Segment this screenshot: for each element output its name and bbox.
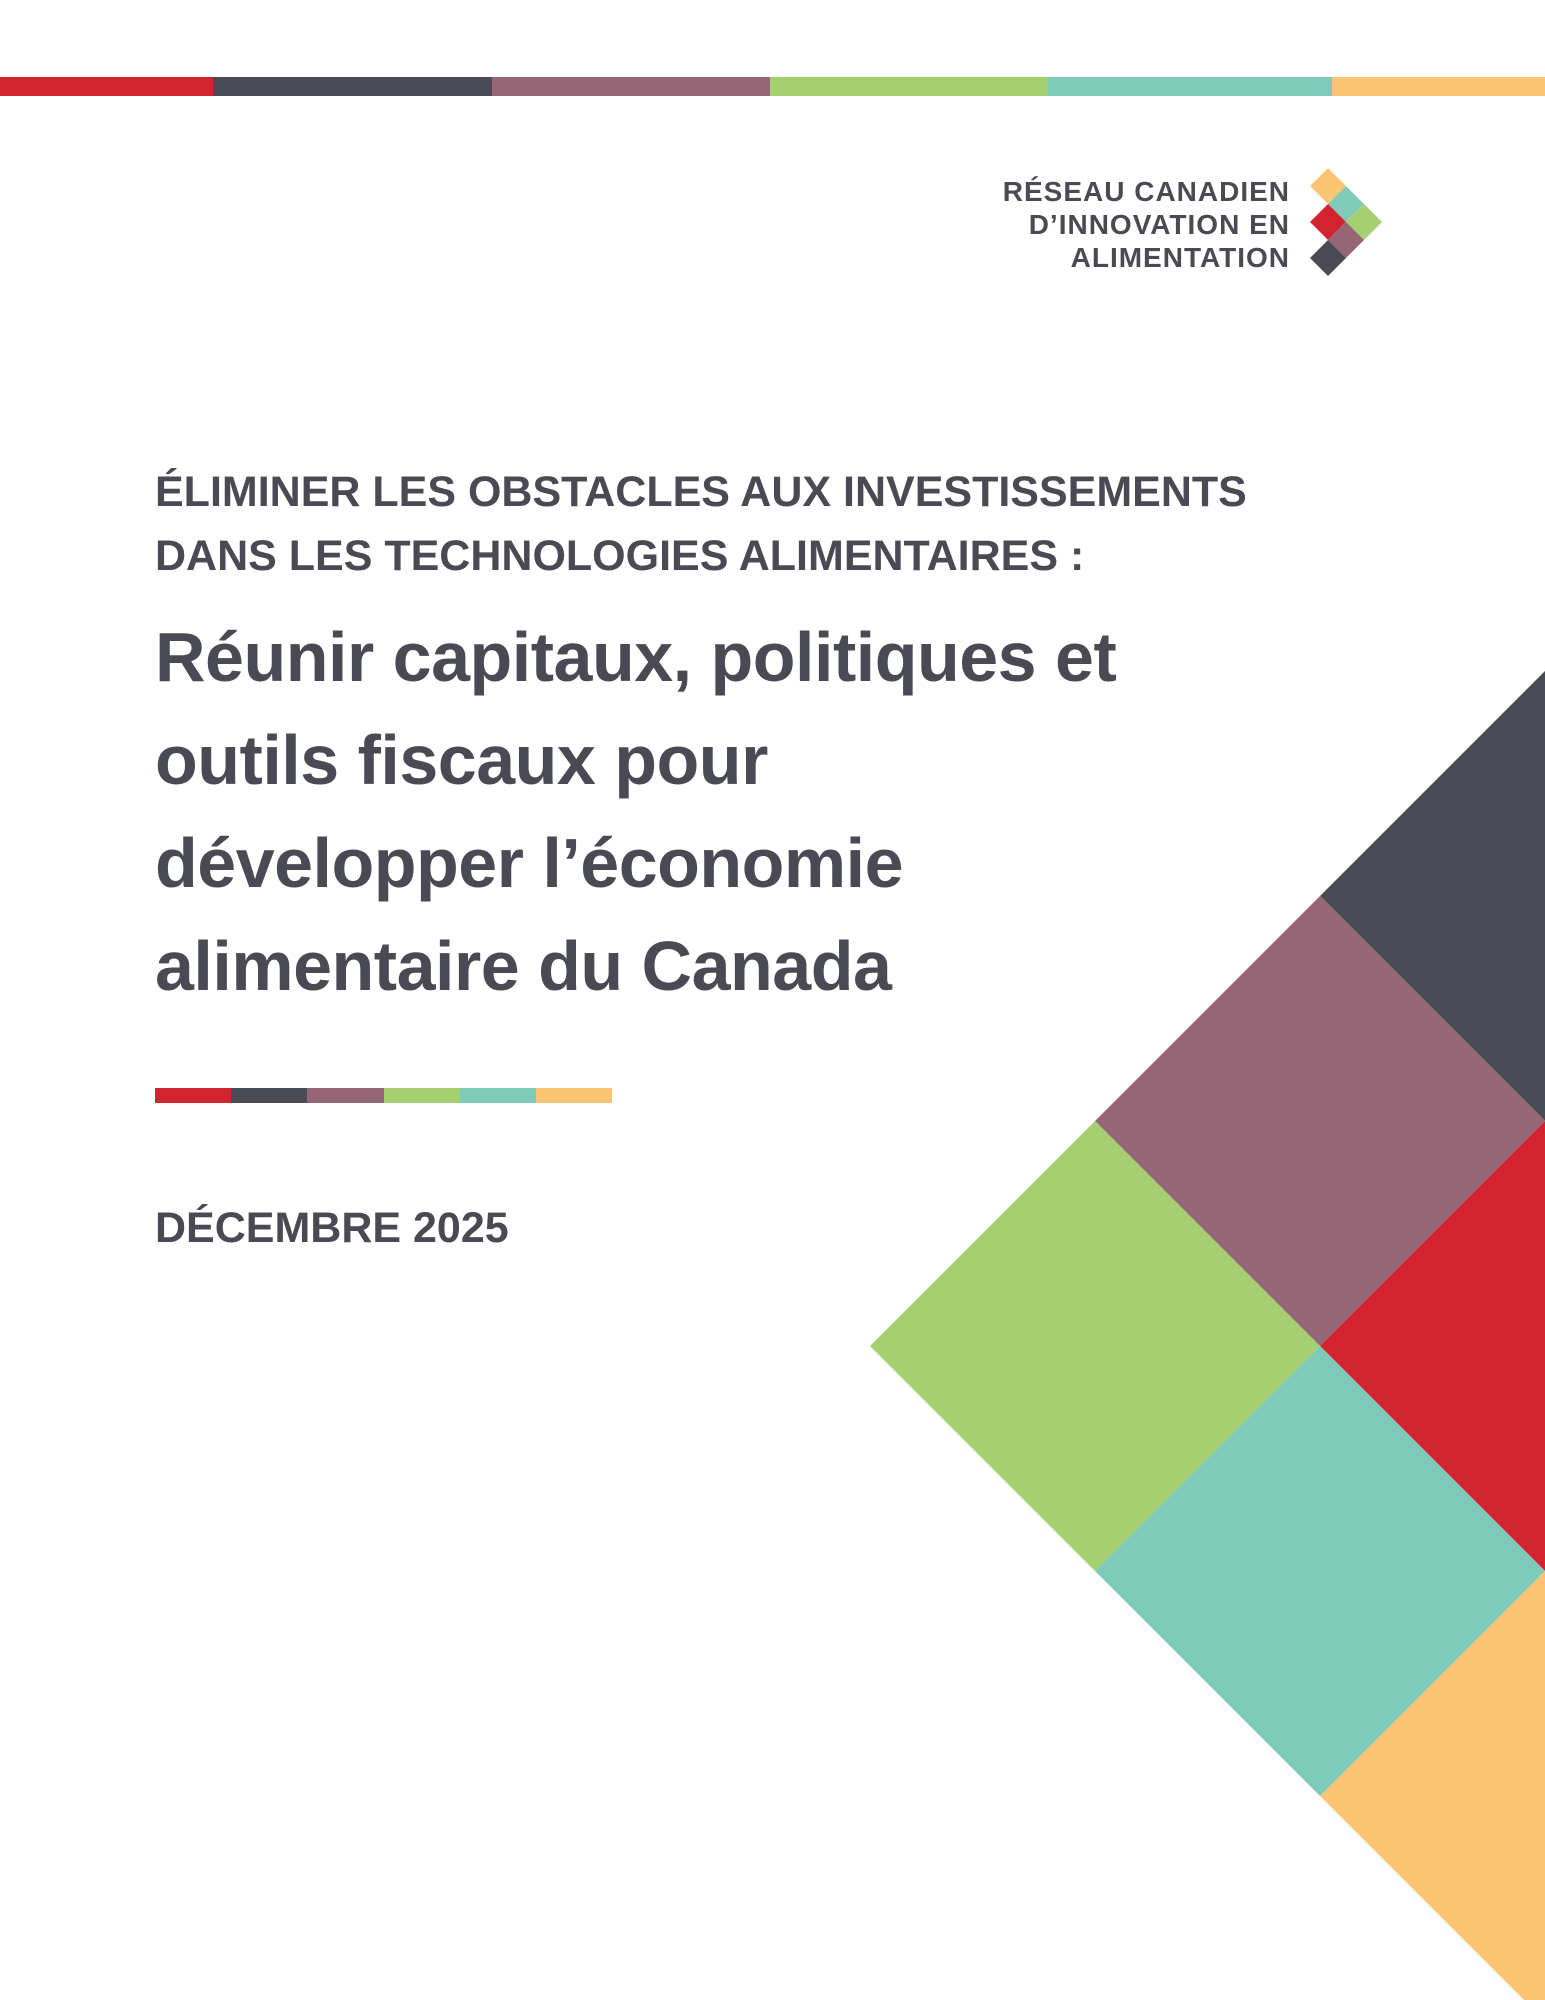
diamond-teal: [1095, 1346, 1545, 1796]
logo-line-2: D’INNOVATION EN: [1028, 208, 1290, 240]
divider-green: [384, 1088, 460, 1103]
divider-red: [155, 1088, 231, 1103]
diamond-red: [1320, 1121, 1545, 1571]
organization-logo: [1003, 168, 1390, 280]
diamond-mauve: [1095, 896, 1545, 1346]
report-title: [155, 606, 1155, 1018]
title-line-4: alimentaire du Canada: [155, 927, 892, 1005]
diamond-orange: [1320, 1571, 1545, 2000]
diamond-green: [870, 1121, 1320, 1571]
logo-line-1: RÉSEAU CANADIEN: [1002, 175, 1290, 207]
title-line-2: outils fiscaux pour: [155, 721, 768, 799]
logo-wordmark: [1003, 175, 1290, 274]
title-color-divider: [155, 1088, 612, 1103]
title-line-1: Réunir capitaux, politiques et: [155, 618, 1117, 696]
logo-line-3: ALIMENTATION: [1070, 241, 1290, 273]
stripe-orange: [1332, 77, 1545, 96]
stripe-teal: [1048, 77, 1332, 96]
kicker-line-2: DANS LES TECHNOLOGIES ALIMENTAIRES :: [155, 532, 1085, 580]
divider-teal: [460, 1088, 536, 1103]
divider-charcoal: [231, 1088, 307, 1103]
diamond-charcoal: [1320, 671, 1545, 1121]
divider-orange: [536, 1088, 612, 1103]
stripe-charcoal: [213, 77, 492, 96]
report-kicker: [155, 460, 1355, 588]
publication-date: DÉCEMBRE 2025: [155, 1204, 509, 1252]
divider-mauve: [307, 1088, 383, 1103]
title-line-3: développer l’économie: [155, 824, 904, 902]
top-color-stripe: [0, 77, 1545, 96]
stripe-red: [0, 77, 213, 96]
logo-diamond-icon: [1310, 168, 1390, 280]
kicker-line-1: ÉLIMINER LES OBSTACLES AUX INVESTISSEMENTS: [155, 468, 1247, 516]
stripe-mauve: [492, 77, 770, 96]
stripe-green: [770, 77, 1048, 96]
